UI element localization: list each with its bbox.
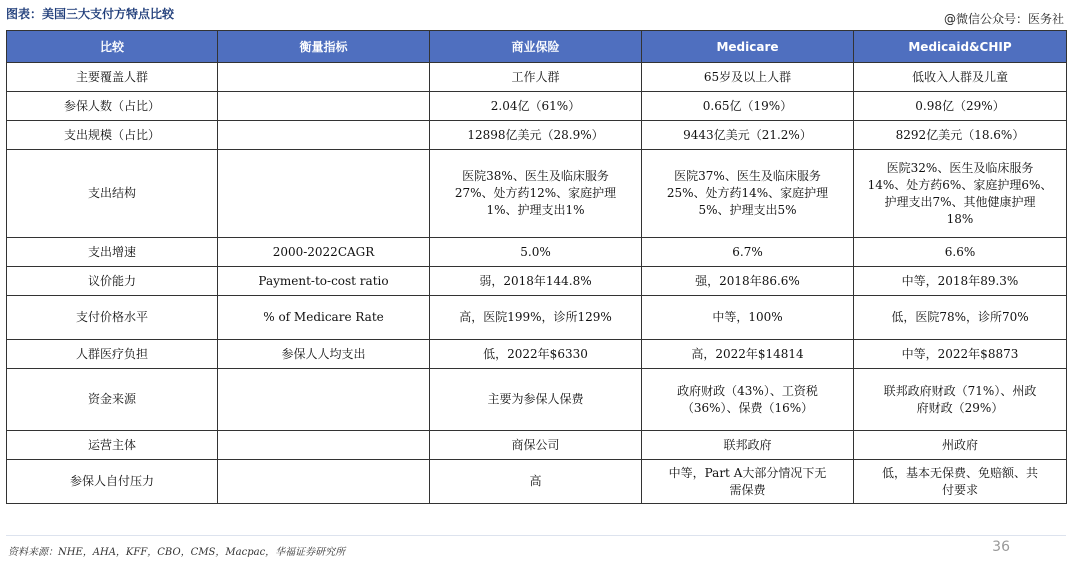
table-row: [7, 63, 1067, 92]
table-cell: [854, 150, 1067, 238]
row-label: 参保人数（占比）: [7, 92, 218, 121]
table-cell: [642, 460, 854, 504]
row-label: 主要覆盖人群: [7, 63, 218, 92]
table-cell: 2.04亿（61%）: [430, 92, 642, 121]
table-cell: 中等，2022年$8873: [854, 340, 1067, 369]
cell-line: 1%、护理支出1%: [486, 203, 585, 217]
table-row: [7, 460, 1067, 504]
row-label: 支出结构: [7, 150, 218, 238]
table-row: [7, 369, 1067, 431]
cell-line: 护理支出7%、其他健康护理: [884, 194, 1036, 209]
row-metric: [218, 121, 430, 150]
cell-line: 18%: [946, 211, 974, 226]
table-cell: 弱，2018年144.8%: [430, 267, 642, 296]
table-cell: 低，2022年$6330: [430, 340, 642, 369]
cell-line: 联邦政府财政（71%）、州政: [883, 383, 1037, 398]
cell-line: 14%、处方药6%、家庭护理6%、: [867, 177, 1053, 192]
cell-line: 医院32%、医生及临床服务: [886, 160, 1034, 175]
table-cell: [642, 150, 854, 238]
table-row: [7, 431, 1067, 460]
header-medicaid: Medicaid&CHIP: [854, 31, 1067, 63]
table-body: [7, 63, 1067, 504]
cell-line: 低，基本无保费、免赔额、共: [881, 465, 1038, 480]
cell-line: 25%、处方药14%、家庭护理: [666, 186, 829, 200]
table-cell: 低收入人群及儿童: [854, 63, 1067, 92]
table-cell: [430, 460, 642, 504]
table-cell: [854, 369, 1067, 431]
table-cell: 联邦政府: [642, 431, 854, 460]
table-cell: 6.6%: [854, 238, 1067, 267]
header-medicare: Medicare: [642, 31, 854, 63]
table-cell: [854, 460, 1067, 504]
cell-line: 高: [529, 474, 542, 488]
cell-line: 府财政（29%）: [916, 400, 1004, 415]
row-label: 支出规模（占比）: [7, 121, 218, 150]
cell-line: 付要求: [941, 482, 978, 497]
row-metric: [218, 63, 430, 92]
table-cell: 65岁及以上人群: [642, 63, 854, 92]
cell-line: 5%、护理支出5%: [698, 203, 797, 217]
table-cell: 0.98亿（29%）: [854, 92, 1067, 121]
table-cell: 高，2022年$14814: [642, 340, 854, 369]
row-metric: 2000-2022CAGR: [218, 238, 430, 267]
table-row: [7, 340, 1067, 369]
table-cell: [430, 369, 642, 431]
row-label: 运营主体: [7, 431, 218, 460]
row-metric: 参保人人均支出: [218, 340, 430, 369]
table-header-row: [7, 31, 1067, 63]
row-label: 人群医疗负担: [7, 340, 218, 369]
row-label: 议价能力: [7, 267, 218, 296]
table-cell: [430, 150, 642, 238]
table-row: [7, 267, 1067, 296]
cell-line: 27%、处方药12%、家庭护理: [454, 186, 617, 200]
cell-line: 医院37%、医生及临床服务: [674, 169, 821, 183]
table-cell: 6.7%: [642, 238, 854, 267]
row-metric: % of Medicare Rate: [218, 296, 430, 340]
table-cell: 0.65亿（19%）: [642, 92, 854, 121]
cell-line: 政府财政（43%）、工资税: [677, 383, 818, 398]
table-row: [7, 150, 1067, 238]
table-cell: 高，医院199%，诊所129%: [430, 296, 642, 340]
table-cell: 工作人群: [430, 63, 642, 92]
table-cell: 强，2018年86.6%: [642, 267, 854, 296]
header-compare: 比较: [7, 31, 218, 63]
table-cell: 5.0%: [430, 238, 642, 267]
table-cell: 9443亿美元（21.2%）: [642, 121, 854, 150]
table-row: [7, 121, 1067, 150]
table-cell: 低，医院78%，诊所70%: [854, 296, 1067, 340]
table-cell: 商保公司: [430, 431, 642, 460]
table-cell: 中等，2018年89.3%: [854, 267, 1067, 296]
table-cell: 8292亿美元（18.6%）: [854, 121, 1067, 150]
row-metric: [218, 431, 430, 460]
header-metric: 衡量指标: [218, 31, 430, 63]
row-metric: [218, 92, 430, 121]
cell-line: 中等，Part A大部分情况下无: [668, 465, 827, 480]
row-label: 支出增速: [7, 238, 218, 267]
row-label: 支付价格水平: [7, 296, 218, 340]
table-row: [7, 238, 1067, 267]
comparison-table: [6, 30, 1067, 504]
table-cell: 州政府: [854, 431, 1067, 460]
table-cell: [642, 369, 854, 431]
page-title: 图表：美国三大支付方特点比较: [6, 7, 175, 21]
watermark: @微信公众号：医务社: [943, 12, 1064, 26]
cell-line: 医院38%、医生及临床服务: [462, 169, 609, 183]
table-cell: 中等，100%: [642, 296, 854, 340]
table-cell: 12898亿美元（28.9%）: [430, 121, 642, 150]
row-label: 参保人自付压力: [7, 460, 218, 504]
table-row: [7, 296, 1067, 340]
page-number: 36: [992, 539, 1010, 555]
cell-line: （36%）、保费（16%）: [681, 400, 814, 415]
header-commercial: 商业保险: [430, 31, 642, 63]
row-metric: [218, 150, 430, 238]
footer-divider: [6, 535, 1066, 536]
table-row: [7, 92, 1067, 121]
source-note: 资料来源：NHE，AHA，KFF，CBO，CMS，Macpac，华福证券研究所: [8, 547, 346, 558]
cell-line: 主要为参保人保费: [487, 392, 584, 406]
row-metric: [218, 369, 430, 431]
row-metric: [218, 460, 430, 504]
row-metric: Payment-to-cost ratio: [218, 267, 430, 296]
cell-line: 需保费: [729, 482, 766, 497]
row-label: 资金来源: [7, 369, 218, 431]
